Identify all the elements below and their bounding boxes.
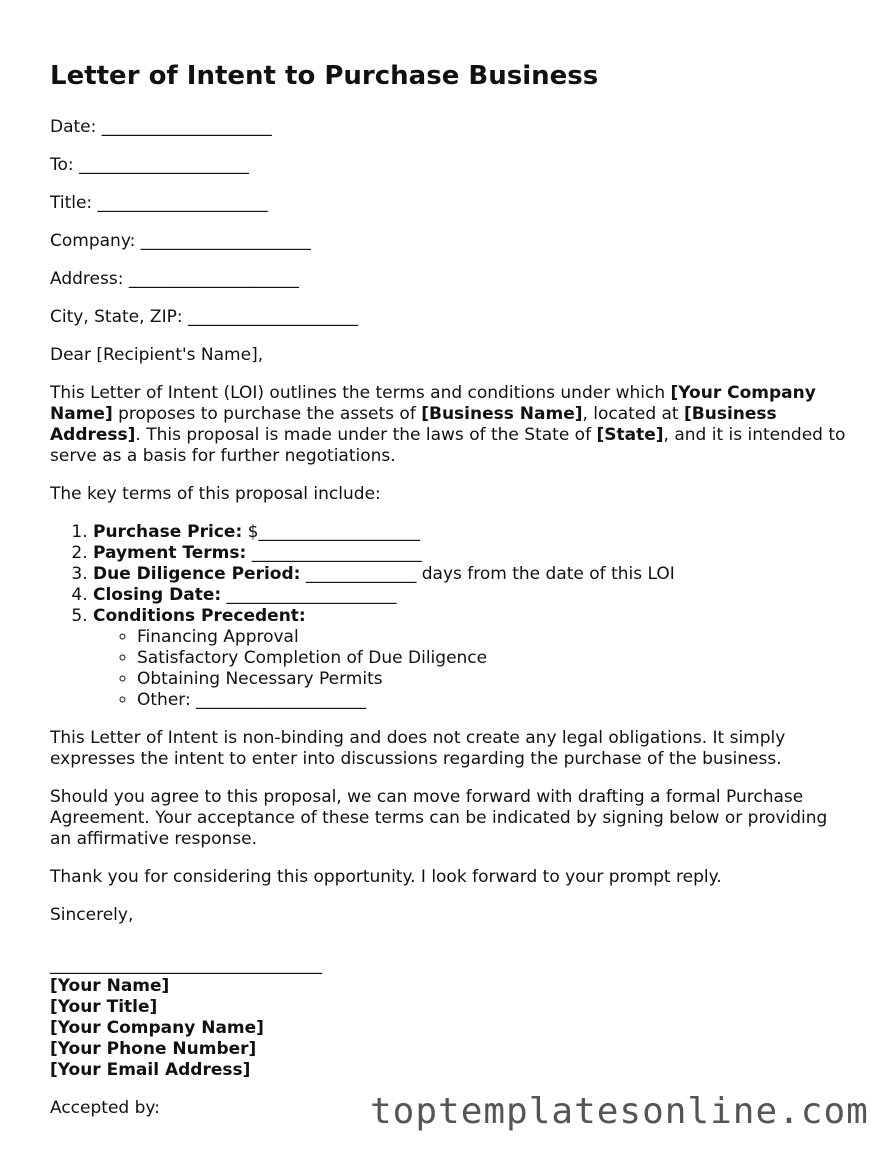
condition-item: ◦ Satisfactory Completion of Due Diligence xyxy=(137,648,850,669)
term-value: ____________________ xyxy=(246,543,422,563)
term-value: _____________ days from the date of this LOI xyxy=(300,564,675,584)
sender-company: [Your Company Name] xyxy=(50,1018,264,1038)
document-page xyxy=(50,58,850,1119)
title-field: Title: ____________________ xyxy=(50,193,268,213)
sender-name: [Your Name] xyxy=(50,976,170,996)
intro-text-4: . This proposal is made under the laws of the State of xyxy=(135,425,597,445)
city-state-zip-field: City, State, ZIP: ____________________ xyxy=(50,307,358,327)
agreement-paragraph: Should you agree to this proposal, we can move forward with drafting a formal Purchase Agreement. Your acceptance of these terms can be indicated by signing below or providing an affirmative response. xyxy=(50,787,828,849)
term-value: ____________________ xyxy=(221,585,397,605)
business-name-placeholder: [Business Name] xyxy=(421,404,583,424)
address-field: Address: ____________________ xyxy=(50,269,299,289)
closing-salutation: Sincerely, xyxy=(50,905,134,925)
to-field: To: ____________________ xyxy=(50,155,250,175)
condition-item: ◦ Financing Approval xyxy=(137,627,850,648)
thanks-paragraph: Thank you for considering this opportunity. I look forward to your prompt reply. xyxy=(50,867,722,887)
date-field: Date: ____________________ xyxy=(50,117,272,137)
signature-line: ________________________________ xyxy=(50,955,322,975)
term-closing-date xyxy=(93,585,850,606)
condition-item: ◦ Obtaining Necessary Permits xyxy=(137,669,850,690)
accepted-by-label: Accepted by: xyxy=(50,1098,160,1118)
term-label: Due Diligence Period: xyxy=(93,564,301,584)
condition-item: ◦ Other: ____________________ xyxy=(137,690,850,711)
term-purchase-price xyxy=(93,522,850,543)
terms-list xyxy=(50,522,850,711)
business-address-placeholder: [Business Address] xyxy=(50,404,777,445)
term-label: Payment Terms: xyxy=(93,543,247,563)
company-field: Company: ____________________ xyxy=(50,231,311,251)
watermark: toptemplatesonline.com xyxy=(370,1091,869,1132)
sender-title: [Your Title] xyxy=(50,997,158,1017)
sender-phone: [Your Phone Number] xyxy=(50,1039,257,1059)
term-due-diligence-period xyxy=(93,564,850,585)
term-conditions-precedent xyxy=(93,606,850,711)
document-title: Letter of Intent to Purchase Business xyxy=(50,61,599,91)
state-placeholder: [State] xyxy=(596,425,664,445)
term-label: Closing Date: xyxy=(93,585,222,605)
intro-text-2: proposes to purchase the assets of xyxy=(112,404,422,424)
term-payment-terms xyxy=(93,543,850,564)
conditions-list xyxy=(93,627,850,711)
intro-paragraph xyxy=(50,383,850,467)
non-binding-paragraph: This Letter of Intent is non-binding and does not create any legal obligations. It simply expresses the intent to enter into discussions regarding the purchase of the business. xyxy=(50,728,786,769)
intro-text-5: , and it is intended to serve as a basis for further negotiations. xyxy=(50,425,846,466)
signature-block xyxy=(50,976,850,1081)
company-name-placeholder: [Your Company Name] xyxy=(50,383,816,424)
intro-text-1: This Letter of Intent (LOI) outlines the terms and conditions under which xyxy=(50,383,671,403)
term-value: $___________________ xyxy=(242,522,420,542)
key-terms-intro: The key terms of this proposal include: xyxy=(50,484,381,504)
sender-email: [Your Email Address] xyxy=(50,1060,251,1080)
term-label: Conditions Precedent: xyxy=(93,606,306,626)
term-label: Purchase Price: xyxy=(93,522,243,542)
intro-text-3: , located at xyxy=(582,404,685,424)
salutation: Dear [Recipient's Name], xyxy=(50,345,264,365)
